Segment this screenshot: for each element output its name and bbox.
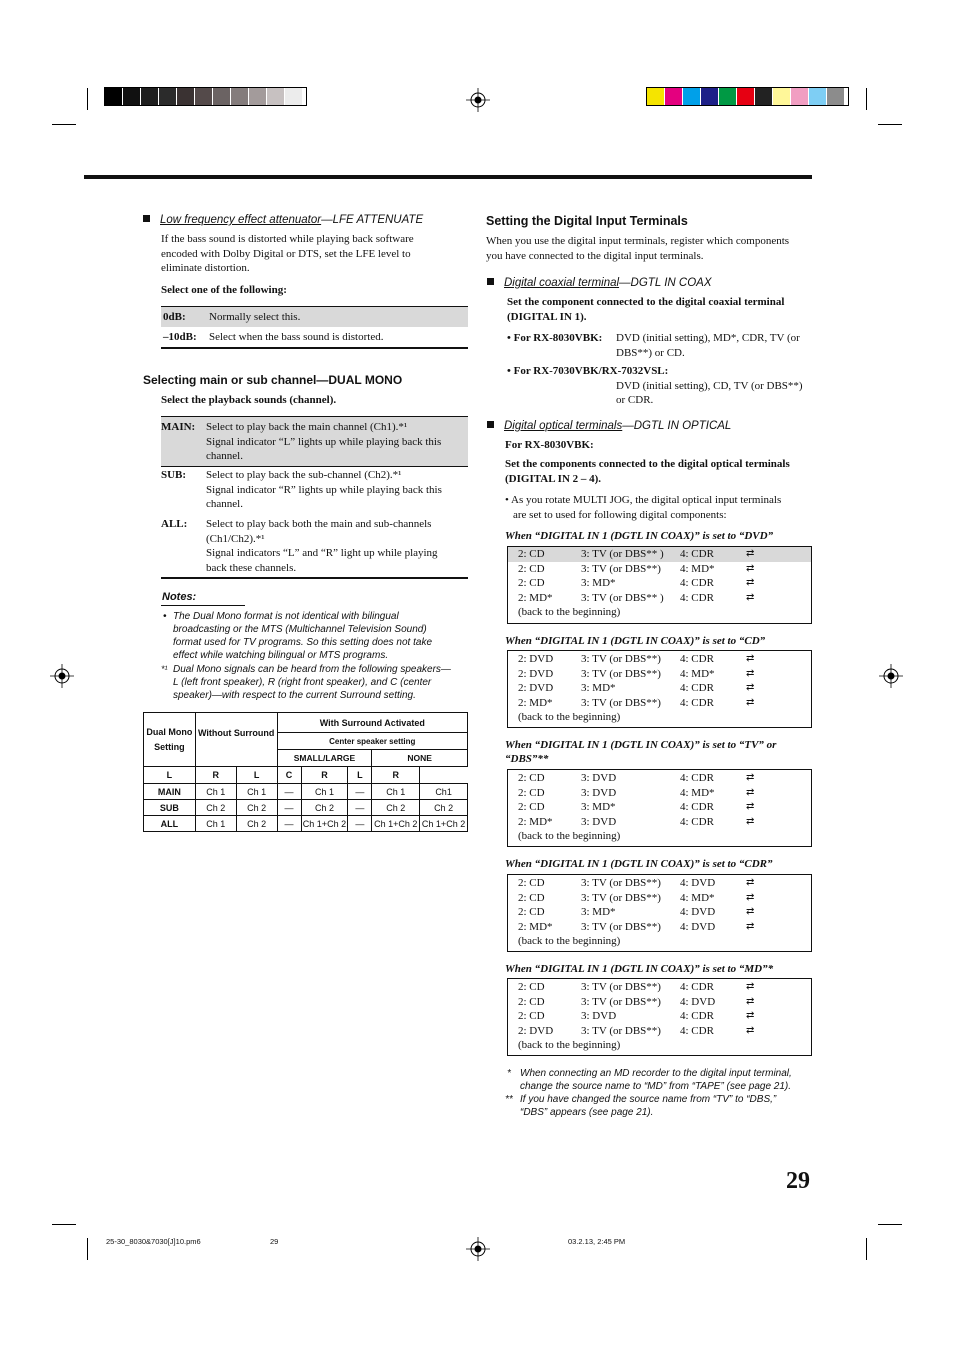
color-swatch [773, 88, 791, 105]
cycle-arrow-icon: ⇄ [746, 920, 754, 932]
color-swatch [105, 88, 123, 105]
table-col-r: R [195, 767, 236, 784]
sequence-row: 2: CD 3: MD* 4: DVD ⇄ [518, 906, 754, 918]
footer-filename: 25-30_8030&7030[J]10.pm6 [106, 1237, 201, 1246]
table-cell: — [277, 816, 301, 832]
table-cell: Ch1 [420, 784, 468, 800]
cycle-arrow-icon: ⇄ [746, 562, 754, 574]
color-swatch [683, 88, 701, 105]
table-cell: Ch 1 [195, 816, 236, 832]
table-header-center-setting: Center speaker setting [277, 733, 467, 750]
cycle-arrow-icon: ⇄ [746, 786, 754, 798]
cycle-arrow-icon: ⇄ [746, 815, 754, 827]
table-cell: Ch 2 [301, 800, 348, 816]
cycle-arrow-icon: ⇄ [746, 577, 754, 588]
dual-mono-speaker-table [143, 712, 468, 832]
coax-instruction: Set the component connected to the digital coaxial terminal (DIGITAL IN 1). [507, 296, 785, 323]
sequence-box-md [507, 978, 812, 1056]
dual-mono-select-label: Select the playback sounds (channel). [161, 394, 337, 406]
process-color-bar [647, 88, 845, 105]
digital-input-heading: Setting the Digital Input Terminals [486, 214, 688, 228]
lfe-options-bottom-rule [161, 347, 468, 349]
lfe-option-minus10db: –10dB: Select when the bass sound is distorted. [163, 331, 384, 343]
color-swatch [177, 88, 195, 105]
sequence-row: 2: CD 3: TV (or DBS**) 4: CDR ⇄ [518, 981, 754, 993]
table-header-small-large: SMALL/LARGE [277, 750, 372, 767]
sequence-row: 2: CD 3: TV (or DBS**) 4: MD* ⇄ [518, 891, 754, 904]
color-swatch [249, 88, 267, 105]
sequence-row: 2: DVD 3: MD* 4: CDR ⇄ [518, 682, 754, 694]
table-header-setting: Dual Mono Setting [144, 713, 196, 767]
footer-date: 03.2.13, 2:45 PM [568, 1237, 626, 1246]
table-cell: Ch 2 [420, 800, 468, 816]
footnote: ** If you have changed the source name from “TV” to “DBS,” “DBS” appears (see page 21). [505, 1094, 777, 1118]
footer-page: 29 [270, 1237, 279, 1246]
crop-mark [866, 1238, 867, 1260]
table-header-without-surround: Without Surround [195, 713, 277, 767]
table-header-with-surround: With Surround Activated [277, 713, 467, 733]
dual-mono-heading: Selecting main or sub channel—DUAL MONO [143, 373, 403, 387]
color-swatch [285, 88, 303, 105]
sequence-row: 2: CD 3: TV (or DBS** ) 4: CDR ⇄ [508, 547, 811, 562]
cycle-arrow-icon: ⇄ [746, 696, 754, 708]
cycle-arrow-icon: ⇄ [746, 667, 754, 679]
cycle-arrow-icon: ⇄ [746, 877, 754, 888]
table-cell: — [277, 800, 301, 816]
sequence-caption: When “DIGITAL IN 1 (DGTL IN COAX)” is set to “MD”* [505, 963, 774, 975]
color-swatch [755, 88, 773, 105]
table-cell: Ch 2 [195, 800, 236, 816]
cycle-arrow-icon: ⇄ [746, 653, 754, 664]
color-swatch [701, 88, 719, 105]
table-cell: Ch 2 [372, 800, 420, 816]
notes-title-underline [161, 605, 245, 606]
cycle-arrow-icon: ⇄ [746, 995, 754, 1007]
table-row [144, 800, 468, 816]
crop-mark [52, 124, 76, 125]
color-swatch [647, 88, 665, 105]
sequence-row: 2: DVD 3: TV (or DBS**) 4: MD* ⇄ [518, 667, 754, 680]
lfe-paragraph: If the bass sound is distorted while playing back software encoded with Dolby Digital or DTS, set the LFE level to eliminate distortion. [161, 233, 414, 274]
sequence-row: 2: MD* 3: TV (or DBS**) 4: DVD ⇄ [518, 920, 754, 933]
table-cell: Ch 1 [301, 784, 348, 800]
note-item: • The Dual Mono format is not identical with bilingual broadcasting or the MTS (Multichannel Television Sound) format used for TV programs. So this setting does not take effect while watching bilingual or MTS programs. [163, 611, 433, 661]
sequence-row: 2: CD 3: TV (or DBS**) 4: MD* ⇄ [518, 562, 754, 575]
table-cell: Ch 2 [236, 816, 277, 832]
sequence-back: (back to the beginning) [518, 606, 621, 618]
dual-mono-option-main: MAIN: Select to play back the main channel (Ch1).*¹ Signal indicator “L” lights up while playing back this channel. [161, 417, 468, 466]
gray-color-bar [105, 88, 303, 105]
crop-mark [52, 1224, 76, 1225]
table-cell: Ch 2 [236, 800, 277, 816]
note-item: *¹ Dual Mono signals can be heard from the following speakers— L (left front speaker), R (right front speaker), and C (center speaker)—with respect to the current Surround setting. [161, 664, 451, 701]
dual-mono-option-all: ALL: Select to play back both the main and sub-channels (Ch1/Ch2).*¹ Signal indicators “L” and “R” light up while playing back these channels. [161, 518, 438, 574]
crop-mark [87, 1238, 88, 1260]
color-swatch [231, 88, 249, 105]
lfe-heading: Low frequency effect attenuator—LFE ATTENUATE [143, 214, 423, 226]
cycle-arrow-icon: ⇄ [746, 981, 754, 992]
optical-model-label: For RX-8030VBK: [505, 439, 594, 451]
table-col-l: L [348, 767, 372, 784]
sequence-row: 2: DVD 3: TV (or DBS**) 4: CDR ⇄ [518, 653, 754, 665]
crop-mark [87, 88, 88, 110]
table-row [144, 816, 468, 832]
registration-target-icon [466, 88, 490, 112]
cycle-arrow-icon: ⇄ [746, 548, 754, 559]
sequence-back: (back to the beginning) [518, 1039, 621, 1051]
sequence-row: 2: CD 3: MD* 4: CDR ⇄ [518, 577, 754, 589]
header-rule [84, 175, 812, 179]
table-cell: Ch 1 [195, 784, 236, 800]
color-swatch [719, 88, 737, 105]
color-swatch [213, 88, 231, 105]
cycle-arrow-icon: ⇄ [746, 682, 754, 693]
optical-instruction: Set the components connected to the digital optical terminals (DIGITAL IN 2 – 4). [505, 458, 790, 485]
table-header-none: NONE [372, 750, 468, 767]
sequence-back: (back to the beginning) [518, 935, 621, 947]
lfe-option-0db: 0dB: Normally select this. [161, 307, 468, 327]
notes-title: Notes: [162, 591, 197, 603]
table-row-label: ALL [144, 816, 196, 832]
footnote: * When connecting an MD recorder to the digital input terminal, change the source name to “MD” from “TAPE” (see page 21). [507, 1068, 792, 1092]
sequence-row: 2: MD* 3: DVD 4: CDR ⇄ [518, 815, 754, 828]
cycle-arrow-icon: ⇄ [746, 906, 754, 917]
optical-bullet: • As you rotate MULTI JOG, the digital optical input terminals are set to used for following digital components: [505, 494, 782, 521]
cycle-arrow-icon: ⇄ [746, 1024, 754, 1036]
table-row [144, 767, 468, 784]
sequence-row: 2: MD* 3: TV (or DBS** ) 4: CDR ⇄ [518, 591, 754, 604]
sequence-caption: When “DIGITAL IN 1 (DGTL IN COAX)” is set to “DVD” [505, 530, 774, 542]
registration-target-icon [879, 664, 903, 688]
coax-model-7030: • For RX-7030VBK/RX-7032VSL: DVD (initial setting), CD, TV (or DBS**) or CDR. [507, 365, 803, 406]
color-swatch [791, 88, 809, 105]
sequence-row: 2: MD* 3: TV (or DBS**) 4: CDR ⇄ [518, 696, 754, 709]
table-row-label: SUB [144, 800, 196, 816]
crop-mark [866, 88, 867, 110]
color-swatch [665, 88, 683, 105]
lfe-select-label: Select one of the following: [161, 284, 287, 296]
sequence-box-dvd [507, 546, 812, 624]
table-cell: — [348, 784, 372, 800]
sequence-caption: When “DIGITAL IN 1 (DGTL IN COAX)” is set to “TV” or “DBS”** [505, 739, 777, 765]
table-col-r: R [301, 767, 348, 784]
color-swatch [809, 88, 827, 105]
table-cell: — [348, 816, 372, 832]
crop-mark [878, 124, 902, 125]
table-cell: Ch 1+Ch 2 [420, 816, 468, 832]
sequence-row: 2: DVD 3: TV (or DBS**) 4: CDR ⇄ [518, 1024, 754, 1037]
sequence-box-tv [507, 769, 812, 847]
page-number: 29 [786, 1168, 810, 1194]
table-cell: — [348, 800, 372, 816]
digital-input-intro: When you use the digital input terminals, register which components you have connected to the digital input terminals. [486, 235, 790, 262]
sequence-box-cd [507, 650, 812, 728]
table-cell: Ch 1 [372, 784, 420, 800]
table-col-l: L [144, 767, 196, 784]
sequence-row: 2: CD 3: DVD 4: MD* ⇄ [518, 786, 754, 799]
color-swatch [827, 88, 845, 105]
color-swatch [195, 88, 213, 105]
sequence-row: 2: CD 3: TV (or DBS**) 4: DVD ⇄ [518, 995, 754, 1008]
sequence-row: 2: CD 3: DVD 4: CDR ⇄ [518, 772, 754, 784]
registration-target-icon [466, 1237, 490, 1261]
table-cell: Ch 1 [236, 784, 277, 800]
sequence-row: 2: CD 3: DVD 4: CDR ⇄ [518, 1010, 754, 1022]
color-swatch [141, 88, 159, 105]
sequence-back: (back to the beginning) [518, 830, 621, 842]
optical-heading: Digital optical terminals—DGTL IN OPTICAL [487, 420, 731, 432]
dual-mono-option-sub: SUB: Select to play back the sub-channel (Ch2).*¹ Signal indicator “R” lights up while playing back this channel. [161, 469, 442, 510]
registration-target-icon [50, 664, 74, 688]
coax-model-8030: • For RX-8030VBK: DVD (initial setting), MD*, CDR, TV (or DBS**) or CD. [507, 332, 800, 359]
table-row [144, 784, 468, 800]
sequence-back: (back to the beginning) [518, 711, 621, 723]
color-swatch [123, 88, 141, 105]
table-cell: Ch 1+Ch 2 [372, 816, 420, 832]
color-swatch [737, 88, 755, 105]
coax-heading: Digital coaxial terminal—DGTL IN COAX [487, 277, 712, 289]
cycle-arrow-icon: ⇄ [746, 591, 754, 603]
color-swatch [159, 88, 177, 105]
color-swatch [267, 88, 285, 105]
cycle-arrow-icon: ⇄ [746, 772, 754, 783]
crop-mark [878, 1224, 902, 1225]
table-col-c: C [277, 767, 301, 784]
table-row-label: MAIN [144, 784, 196, 800]
dual-mono-options-bottom-rule [161, 577, 468, 579]
sequence-caption: When “DIGITAL IN 1 (DGTL IN COAX)” is set to “CD” [505, 635, 766, 647]
sequence-box-cdr [507, 874, 812, 952]
sequence-caption: When “DIGITAL IN 1 (DGTL IN COAX)” is set to “CDR” [505, 858, 773, 870]
table-cell: Ch 1+Ch 2 [301, 816, 348, 832]
cycle-arrow-icon: ⇄ [746, 891, 754, 903]
cycle-arrow-icon: ⇄ [746, 1010, 754, 1021]
cycle-arrow-icon: ⇄ [746, 801, 754, 812]
table-col-r: R [372, 767, 420, 784]
sequence-row: 2: CD 3: MD* 4: CDR ⇄ [518, 801, 754, 813]
table-col-l: L [236, 767, 277, 784]
sequence-row: 2: CD 3: TV (or DBS**) 4: DVD ⇄ [518, 877, 754, 889]
table-cell: — [277, 784, 301, 800]
